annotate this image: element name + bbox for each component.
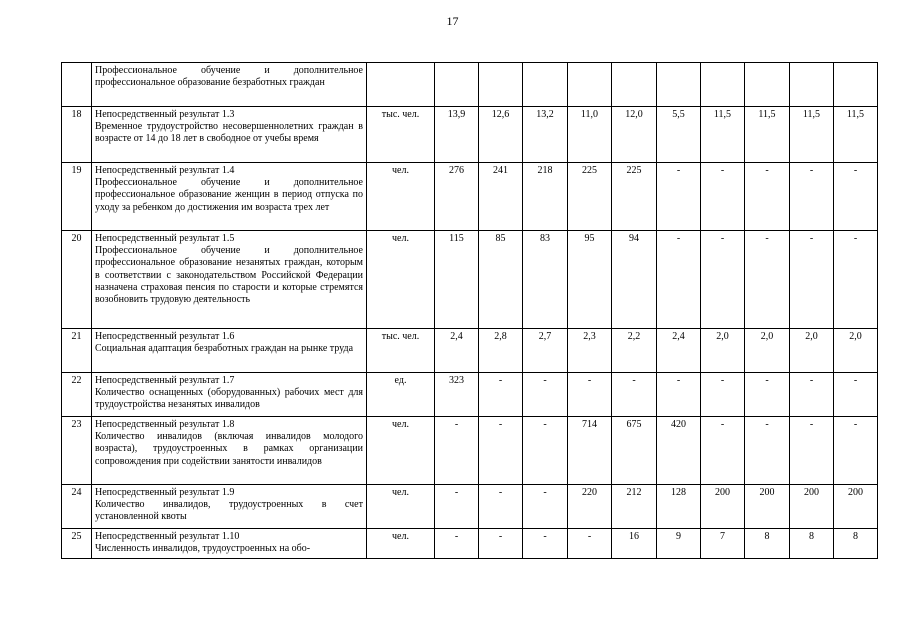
indicator-description-cell [92,163,367,231]
value-cell: 2,8 [479,329,523,373]
value-cell [790,63,834,107]
row-number: 21 [62,329,92,373]
value-cell: 13,2 [523,107,568,163]
indicator-description-cell [92,417,367,485]
value-cell: - [701,417,745,485]
table-row [62,63,878,107]
indicator-description: Временное трудоустройство несовершеннолетних граждан в возрасте от 14 до 18 лет в свободное от учебы время [95,121,363,145]
value-cell: - [523,373,568,417]
value-cell: - [701,231,745,329]
value-cell: - [435,417,479,485]
value-cell: 200 [790,485,834,529]
value-cell: - [479,373,523,417]
value-cell: - [745,163,790,231]
value-cell: 200 [701,485,745,529]
value-cell: 420 [657,417,701,485]
value-cell: 95 [568,231,612,329]
row-number [62,63,92,107]
unit-cell: тыс. чел. [367,329,435,373]
row-number: 19 [62,163,92,231]
value-cell: 9 [657,529,701,559]
value-cell: - [657,373,701,417]
row-number: 20 [62,231,92,329]
value-cell: - [745,417,790,485]
indicator-description: Профессиональное обучение и дополнительное профессиональное образование женщин в период отпуска по уходу за ребенком до достижения им возраста трех лет [95,177,363,213]
value-cell: - [701,373,745,417]
indicator-title: Непосредственный результат 1.4 [95,165,235,176]
value-cell: - [523,529,568,559]
value-cell: - [435,485,479,529]
value-cell: 83 [523,231,568,329]
indicator-title: Непосредственный результат 1.5 [95,233,235,244]
indicator-description: Социальная адаптация безработных граждан на рынке труда [95,343,354,355]
unit-cell [367,63,435,107]
table-row [62,163,878,231]
value-cell: - [790,163,834,231]
unit-cell: чел. [367,163,435,231]
value-cell: 2,0 [745,329,790,373]
value-cell: 11,5 [701,107,745,163]
value-cell: 200 [834,485,878,529]
value-cell: - [657,163,701,231]
indicator-description: Профессиональное обучение и дополнительное профессиональное образование безработных граждан [95,65,363,89]
value-cell: 2,0 [701,329,745,373]
value-cell [479,63,523,107]
value-cell: - [523,485,568,529]
table-row [62,231,878,329]
value-cell: 200 [745,485,790,529]
value-cell: 5,5 [657,107,701,163]
indicator-title: Непосредственный результат 1.6 [95,331,235,342]
value-cell [523,63,568,107]
value-cell [435,63,479,107]
row-number: 22 [62,373,92,417]
page-number: 17 [446,14,459,28]
row-number: 18 [62,107,92,163]
value-cell: - [568,373,612,417]
value-cell: - [435,529,479,559]
value-cell: - [834,373,878,417]
value-cell: 675 [612,417,657,485]
indicator-description-cell [92,63,367,107]
value-cell: 128 [657,485,701,529]
unit-cell: чел. [367,485,435,529]
indicator-description-cell [92,231,367,329]
unit-cell: ед. [367,373,435,417]
value-cell: - [790,417,834,485]
value-cell: 220 [568,485,612,529]
value-cell: - [479,529,523,559]
indicator-title: Непосредственный результат 1.8 [95,419,235,430]
indicator-title: Непосредственный результат 1.7 [95,375,235,386]
value-cell: - [745,373,790,417]
table-row [62,529,878,559]
value-cell: 115 [435,231,479,329]
value-cell: 7 [701,529,745,559]
row-number: 25 [62,529,92,559]
table-row [62,373,878,417]
value-cell [657,63,701,107]
value-cell: 12,6 [479,107,523,163]
value-cell: 11,5 [790,107,834,163]
value-cell: 714 [568,417,612,485]
value-cell: 11,0 [568,107,612,163]
value-cell: - [612,373,657,417]
indicator-description: Количество инвалидов, трудоустроенных в счет установленной квоты [95,499,363,523]
value-cell: - [568,529,612,559]
row-number: 24 [62,485,92,529]
indicator-title: Непосредственный результат 1.10 [95,531,240,542]
indicator-description-cell [92,107,367,163]
value-cell: 2,4 [435,329,479,373]
value-cell: 225 [612,163,657,231]
value-cell: 94 [612,231,657,329]
unit-cell: чел. [367,231,435,329]
value-cell: 11,5 [745,107,790,163]
value-cell: - [523,417,568,485]
table-row [62,329,878,373]
value-cell: 218 [523,163,568,231]
indicator-description-cell [92,373,367,417]
value-cell: 8 [834,529,878,559]
indicator-description-cell [92,329,367,373]
value-cell: 276 [435,163,479,231]
table-row [62,417,878,485]
value-cell: - [834,417,878,485]
value-cell: - [745,231,790,329]
value-cell: - [834,163,878,231]
value-cell: 16 [612,529,657,559]
value-cell: 2,2 [612,329,657,373]
indicator-description: Численность инвалидов, трудоустроенных на обо- [95,543,311,555]
value-cell: 12,0 [612,107,657,163]
value-cell [701,63,745,107]
value-cell: 11,5 [834,107,878,163]
value-cell: 2,4 [657,329,701,373]
value-cell: 8 [745,529,790,559]
indicator-title: Непосредственный результат 1.3 [95,109,235,120]
value-cell: 241 [479,163,523,231]
indicator-description: Количество оснащенных (оборудованных) рабочих мест для трудоустройства незанятых инвалидов [95,387,363,411]
value-cell: - [790,373,834,417]
value-cell: 323 [435,373,479,417]
unit-cell: чел. [367,529,435,559]
value-cell: - [657,231,701,329]
value-cell: 85 [479,231,523,329]
value-cell [612,63,657,107]
value-cell: 225 [568,163,612,231]
indicator-description-cell [92,485,367,529]
value-cell: 13,9 [435,107,479,163]
indicator-description: Профессиональное обучение и дополнительное профессиональное образование незанятых граждан, которым в соответствии с законодательством Российской Федерации назначена страховая пенсия по старости и которые стремятся возобновить трудовую деятельность [95,245,363,306]
indicators-table [61,62,878,559]
value-cell: 2,7 [523,329,568,373]
value-cell [745,63,790,107]
value-cell: - [790,231,834,329]
value-cell: - [479,417,523,485]
table-row [62,107,878,163]
value-cell: 8 [790,529,834,559]
unit-cell: тыс. чел. [367,107,435,163]
value-cell: - [834,231,878,329]
table-row [62,485,878,529]
value-cell: 2,0 [834,329,878,373]
value-cell [834,63,878,107]
value-cell: 2,0 [790,329,834,373]
indicator-description-cell [92,529,367,559]
indicator-description: Количество инвалидов (включая инвалидов молодого возраста), трудоустроенных в рамках организации сопровождения при содействии занятости инвалидов [95,431,363,467]
value-cell: 2,3 [568,329,612,373]
value-cell: - [701,163,745,231]
indicator-title: Непосредственный результат 1.9 [95,487,235,498]
unit-cell: чел. [367,417,435,485]
value-cell [568,63,612,107]
row-number: 23 [62,417,92,485]
value-cell: 212 [612,485,657,529]
value-cell: - [479,485,523,529]
